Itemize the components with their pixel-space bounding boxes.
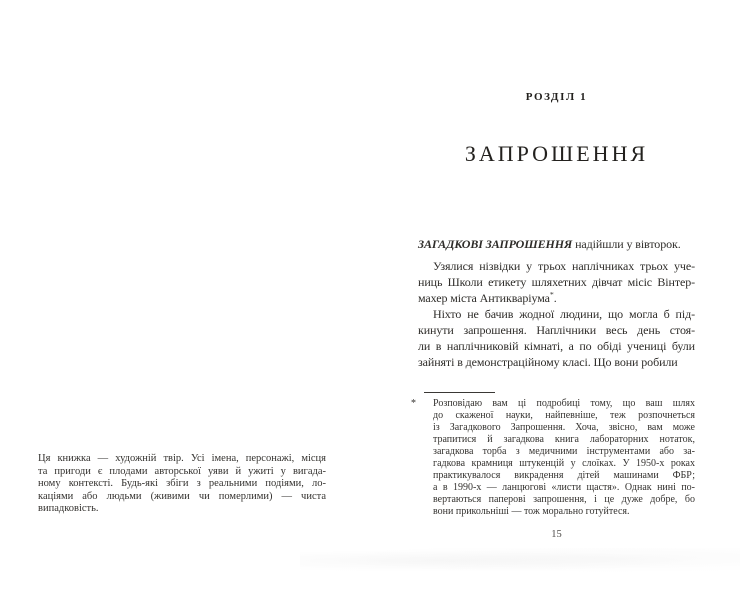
disclaimer-line: ному контексті. Будь-які збіги з реальними подіями, ло- (38, 478, 326, 490)
left-page (0, 0, 373, 604)
footnote-marker: * (411, 398, 416, 409)
footnote-line: із Загадкового Запрошення. Хоча, звісно, вам може (433, 422, 695, 433)
right-page (373, 0, 747, 604)
chapter-title: ЗАПРОШЕННЯ (464, 141, 649, 166)
body-text (418, 236, 695, 370)
body-line: ЗАГАДКОВІ ЗАПРОШЕННЯ надійшли у вівторок. (418, 237, 681, 251)
footnote-line: Розповідаю вам ці подробиці тому, що ваш шлях (433, 398, 695, 409)
footnote-line: вертаються паперові запрошення, і це дуже добре, бо (433, 494, 695, 505)
body-line: зайняті в демонстраційному класі. Що вони робили (418, 355, 678, 369)
page-number: 15 (551, 529, 562, 540)
footnote-text (433, 398, 695, 518)
body-line: кинути запрошення. Наплічники весь день стоя- (418, 323, 695, 337)
paragraph-lead: ЗАГАДКОВІ ЗАПРОШЕННЯ (418, 237, 573, 251)
footnote-reference: * (549, 290, 554, 299)
footnote-line: трапитися й загадкова книга лабораторних нотаток, (433, 434, 695, 445)
footnote-line: вони прикольніші — тож морально готуйтеся. (433, 506, 630, 517)
footnote (411, 398, 695, 518)
footnote-line: до скаженої науки, найпевніше, теж розпочнеться (433, 410, 695, 421)
chapter-number: РОЗДІЛ 1 (525, 91, 588, 103)
disclaimer-line: випадковість. (38, 503, 99, 515)
disclaimer-line: Ця книжка — художній твір. Усі імена, персонажі, місця (38, 453, 326, 464)
disclaimer-line: та пригоди є плодами авторської уяви й ужиті у вигада- (38, 465, 326, 477)
footnote-line: а в 1990-х — ланцюгові «листи щастя». Однак нині по- (433, 482, 695, 493)
body-line: Узялися нізвідки у трьох наплічниках трьох уче- (433, 259, 695, 273)
body-line: Ніхто не бачив жодної людини, що могла б під- (433, 307, 695, 321)
footnote-line: гадкова крамниця штукенцій у слоїках. У 1950-х роках (433, 458, 695, 469)
disclaimer-line: каціями або людьми (живими чи померлими) — чиста (38, 490, 326, 502)
footnote-line: практикувалося викрадення дітей машинами ФБР; (433, 470, 695, 481)
footnote-line: загадкова торба з медичними інструментами або за- (433, 446, 695, 457)
footnote-separator (424, 392, 495, 393)
copyright-disclaimer (38, 453, 326, 516)
body-line: ли в наплічниковій кімнаті, а по обіді учениці були (418, 339, 695, 353)
body-line: ниць Школи етикету шляхетних дівчат місіс Вінтер- (418, 275, 695, 289)
body-line: махер міста Антикваріума*. (418, 290, 557, 305)
